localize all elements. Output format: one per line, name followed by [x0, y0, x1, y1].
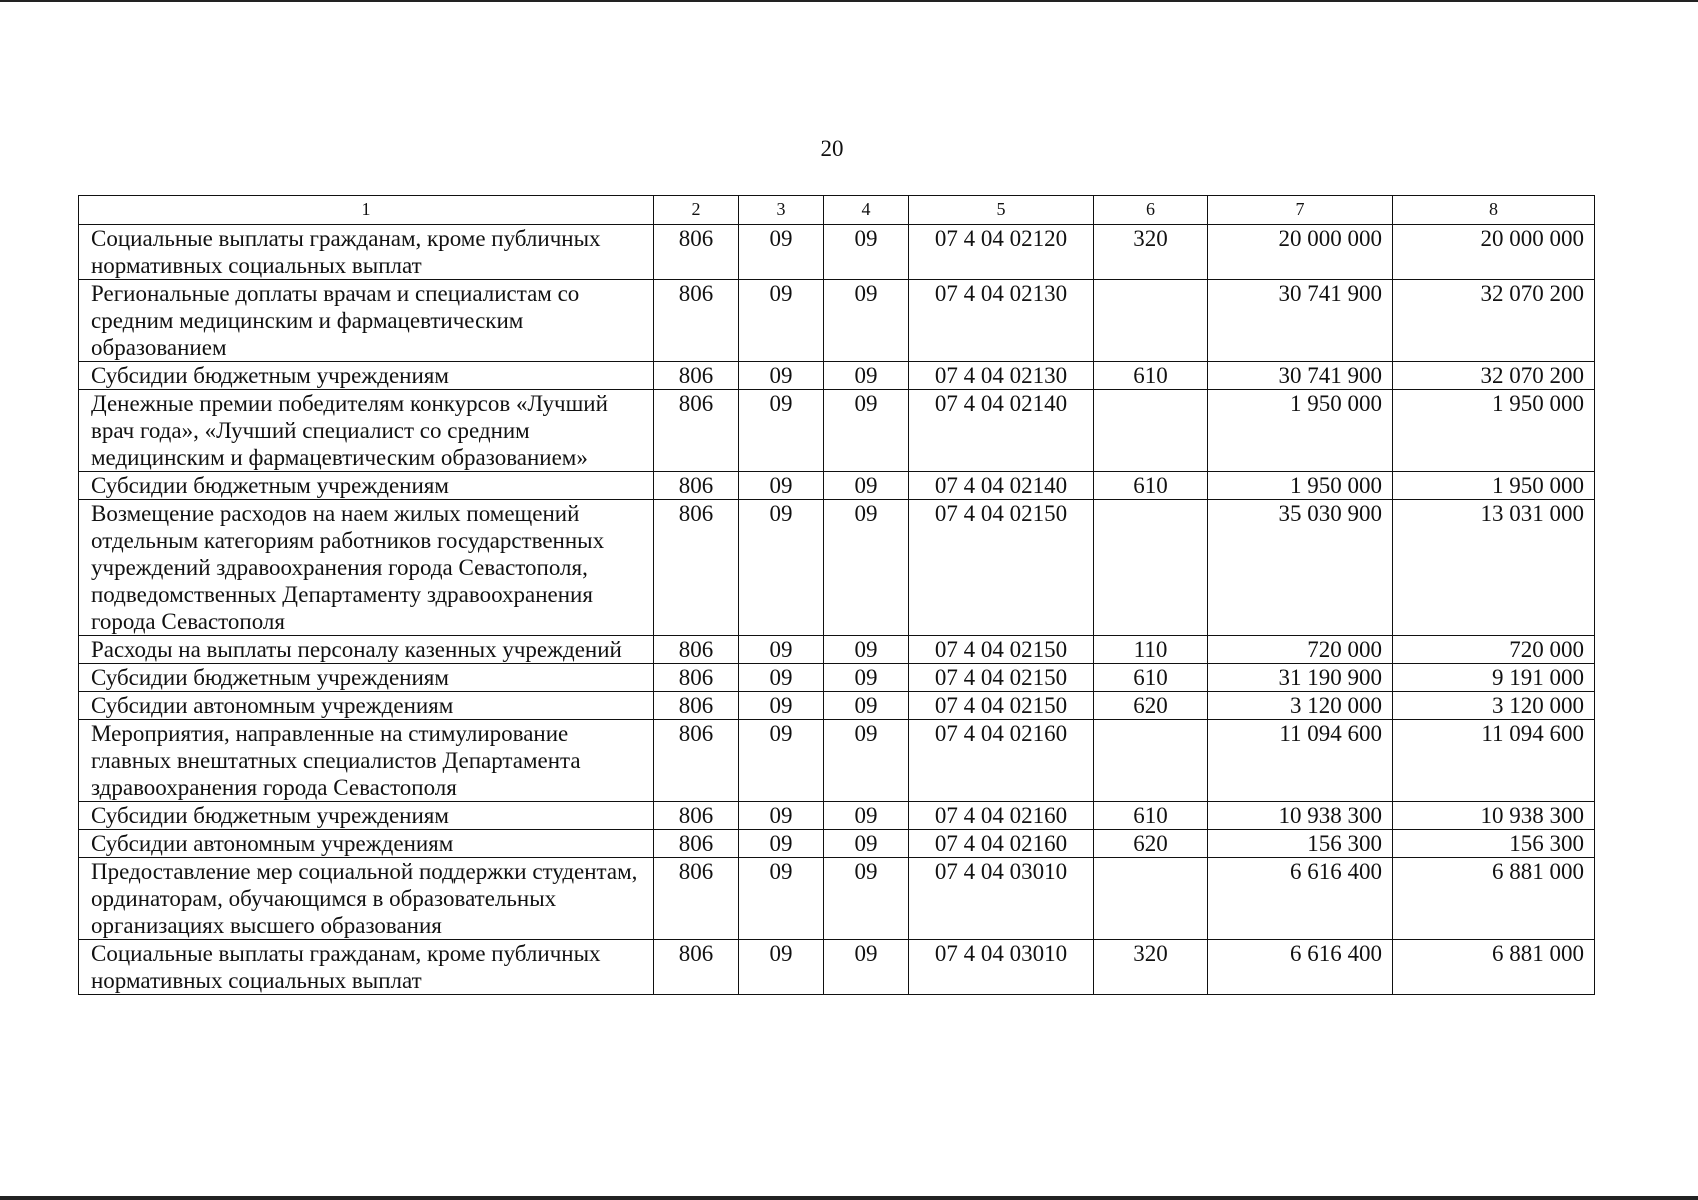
page-top-edge	[0, 0, 1698, 2]
expense-name-cell: Субсидии бюджетным учреждениям	[79, 472, 654, 500]
grbs-code-cell: 806	[654, 720, 739, 802]
grbs-code-cell: 806	[654, 940, 739, 995]
budget-table	[78, 195, 1595, 995]
amount-cell-col7: 35 030 900	[1208, 500, 1393, 636]
expense-type-cell	[1094, 390, 1208, 472]
page-bottom-edge	[0, 1196, 1698, 1200]
target-article-cell: 07 4 04 02150	[909, 664, 1094, 692]
amount-cell-col7: 6 616 400	[1208, 858, 1393, 940]
subsection-code-cell: 09	[824, 940, 909, 995]
table-row	[79, 830, 1595, 858]
subsection-code-cell: 09	[824, 362, 909, 390]
expense-name-cell: Мероприятия, направленные на стимулирование главных внештатных специалистов Департамента здравоохранения города Севастополя	[79, 720, 654, 802]
amount-cell-col8: 156 300	[1393, 830, 1595, 858]
section-code-cell: 09	[739, 802, 824, 830]
amount-cell-col7: 6 616 400	[1208, 940, 1393, 995]
table-row	[79, 472, 1595, 500]
section-code-cell: 09	[739, 390, 824, 472]
grbs-code-cell: 806	[654, 692, 739, 720]
section-code-cell: 09	[739, 636, 824, 664]
subsection-code-cell: 09	[824, 280, 909, 362]
expense-name-cell: Расходы на выплаты персоналу казенных учреждений	[79, 636, 654, 664]
expense-type-cell	[1094, 858, 1208, 940]
section-code-cell: 09	[739, 940, 824, 995]
expense-name-cell: Социальные выплаты гражданам, кроме публичных нормативных социальных выплат	[79, 225, 654, 280]
grbs-code-cell: 806	[654, 802, 739, 830]
amount-cell-col7: 31 190 900	[1208, 664, 1393, 692]
amount-cell-col8: 720 000	[1393, 636, 1595, 664]
amount-cell-col8: 1 950 000	[1393, 390, 1595, 472]
section-code-cell: 09	[739, 280, 824, 362]
amount-cell-col8: 3 120 000	[1393, 692, 1595, 720]
expense-type-cell: 610	[1094, 802, 1208, 830]
amount-cell-col8: 6 881 000	[1393, 940, 1595, 995]
subsection-code-cell: 09	[824, 390, 909, 472]
target-article-cell: 07 4 04 03010	[909, 858, 1094, 940]
header-cell: 5	[909, 196, 1094, 225]
section-code-cell: 09	[739, 858, 824, 940]
subsection-code-cell: 09	[824, 664, 909, 692]
target-article-cell: 07 4 04 02160	[909, 802, 1094, 830]
section-code-cell: 09	[739, 830, 824, 858]
expense-type-cell: 610	[1094, 664, 1208, 692]
expense-name-cell: Субсидии автономным учреждениям	[79, 830, 654, 858]
header-cell: 2	[654, 196, 739, 225]
target-article-cell: 07 4 04 02120	[909, 225, 1094, 280]
table-row	[79, 362, 1595, 390]
amount-cell-col7: 10 938 300	[1208, 802, 1393, 830]
expense-type-cell	[1094, 280, 1208, 362]
target-article-cell: 07 4 04 02150	[909, 692, 1094, 720]
amount-cell-col7: 11 094 600	[1208, 720, 1393, 802]
table-row	[79, 390, 1595, 472]
amount-cell-col7: 3 120 000	[1208, 692, 1393, 720]
header-cell: 6	[1094, 196, 1208, 225]
amount-cell-col8: 32 070 200	[1393, 280, 1595, 362]
target-article-cell: 07 4 04 02150	[909, 636, 1094, 664]
expense-type-cell: 620	[1094, 692, 1208, 720]
grbs-code-cell: 806	[654, 636, 739, 664]
subsection-code-cell: 09	[824, 692, 909, 720]
header-cell: 8	[1393, 196, 1595, 225]
expense-name-cell: Денежные премии победителям конкурсов «Лучший врач года», «Лучший специалист со средним медицинским и фармацевтическим образованием»	[79, 390, 654, 472]
expense-name-cell: Возмещение расходов на наем жилых помещений отдельным категориям работников государственных учреждений здравоохранения города Севастополя, подведомственных Департаменту здравоохранения города Севастополя	[79, 500, 654, 636]
expense-type-cell: 320	[1094, 225, 1208, 280]
amount-cell-col8: 13 031 000	[1393, 500, 1595, 636]
table-row	[79, 940, 1595, 995]
expense-name-cell: Субсидии автономным учреждениям	[79, 692, 654, 720]
amount-cell-col8: 32 070 200	[1393, 362, 1595, 390]
subsection-code-cell: 09	[824, 830, 909, 858]
target-article-cell: 07 4 04 02160	[909, 720, 1094, 802]
amount-cell-col8: 1 950 000	[1393, 472, 1595, 500]
grbs-code-cell: 806	[654, 280, 739, 362]
expense-type-cell: 620	[1094, 830, 1208, 858]
target-article-cell: 07 4 04 02140	[909, 472, 1094, 500]
expense-name-cell: Субсидии бюджетным учреждениям	[79, 802, 654, 830]
expense-type-cell: 110	[1094, 636, 1208, 664]
target-article-cell: 07 4 04 02160	[909, 830, 1094, 858]
subsection-code-cell: 09	[824, 802, 909, 830]
expense-type-cell: 320	[1094, 940, 1208, 995]
grbs-code-cell: 806	[654, 390, 739, 472]
header-cell: 4	[824, 196, 909, 225]
amount-cell-col7: 20 000 000	[1208, 225, 1393, 280]
subsection-code-cell: 09	[824, 472, 909, 500]
target-article-cell: 07 4 04 02130	[909, 362, 1094, 390]
expense-name-cell: Предоставление мер социальной поддержки студентам, ординаторам, обучающимся в образовательных организациях высшего образования	[79, 858, 654, 940]
subsection-code-cell: 09	[824, 225, 909, 280]
section-code-cell: 09	[739, 664, 824, 692]
expense-type-cell	[1094, 500, 1208, 636]
section-code-cell: 09	[739, 225, 824, 280]
target-article-cell: 07 4 04 02130	[909, 280, 1094, 362]
amount-cell-col7: 1 950 000	[1208, 472, 1393, 500]
grbs-code-cell: 806	[654, 472, 739, 500]
amount-cell-col7: 1 950 000	[1208, 390, 1393, 472]
expense-name-cell: Социальные выплаты гражданам, кроме публичных нормативных социальных выплат	[79, 940, 654, 995]
target-article-cell: 07 4 04 03010	[909, 940, 1094, 995]
subsection-code-cell: 09	[824, 636, 909, 664]
table-row	[79, 225, 1595, 280]
expense-name-cell: Субсидии бюджетным учреждениям	[79, 362, 654, 390]
amount-cell-col7: 156 300	[1208, 830, 1393, 858]
amount-cell-col8: 6 881 000	[1393, 858, 1595, 940]
amount-cell-col8: 9 191 000	[1393, 664, 1595, 692]
target-article-cell: 07 4 04 02150	[909, 500, 1094, 636]
header-cell: 7	[1208, 196, 1393, 225]
amount-cell-col8: 11 094 600	[1393, 720, 1595, 802]
grbs-code-cell: 806	[654, 830, 739, 858]
header-cell: 3	[739, 196, 824, 225]
section-code-cell: 09	[739, 472, 824, 500]
subsection-code-cell: 09	[824, 858, 909, 940]
amount-cell-col7: 30 741 900	[1208, 362, 1393, 390]
amount-cell-col8: 20 000 000	[1393, 225, 1595, 280]
expense-type-cell: 610	[1094, 472, 1208, 500]
table-row	[79, 500, 1595, 636]
expense-name-cell: Субсидии бюджетным учреждениям	[79, 664, 654, 692]
section-code-cell: 09	[739, 362, 824, 390]
grbs-code-cell: 806	[654, 362, 739, 390]
section-code-cell: 09	[739, 692, 824, 720]
grbs-code-cell: 806	[654, 500, 739, 636]
expense-type-cell	[1094, 720, 1208, 802]
table-row	[79, 280, 1595, 362]
table-row	[79, 802, 1595, 830]
subsection-code-cell: 09	[824, 500, 909, 636]
section-code-cell: 09	[739, 720, 824, 802]
table-row	[79, 636, 1595, 664]
target-article-cell: 07 4 04 02140	[909, 390, 1094, 472]
grbs-code-cell: 806	[654, 664, 739, 692]
section-code-cell: 09	[739, 500, 824, 636]
table-header-row	[79, 196, 1595, 225]
grbs-code-cell: 806	[654, 858, 739, 940]
table-row	[79, 664, 1595, 692]
amount-cell-col7: 30 741 900	[1208, 280, 1393, 362]
amount-cell-col8: 10 938 300	[1393, 802, 1595, 830]
table-row	[79, 720, 1595, 802]
expense-name-cell: Региональные доплаты врачам и специалистам со средним медицинским и фармацевтическим образованием	[79, 280, 654, 362]
header-cell: 1	[79, 196, 654, 225]
expense-type-cell: 610	[1094, 362, 1208, 390]
subsection-code-cell: 09	[824, 720, 909, 802]
grbs-code-cell: 806	[654, 225, 739, 280]
amount-cell-col7: 720 000	[1208, 636, 1393, 664]
table-row	[79, 692, 1595, 720]
page-number: 20	[820, 136, 844, 161]
table-row	[79, 858, 1595, 940]
